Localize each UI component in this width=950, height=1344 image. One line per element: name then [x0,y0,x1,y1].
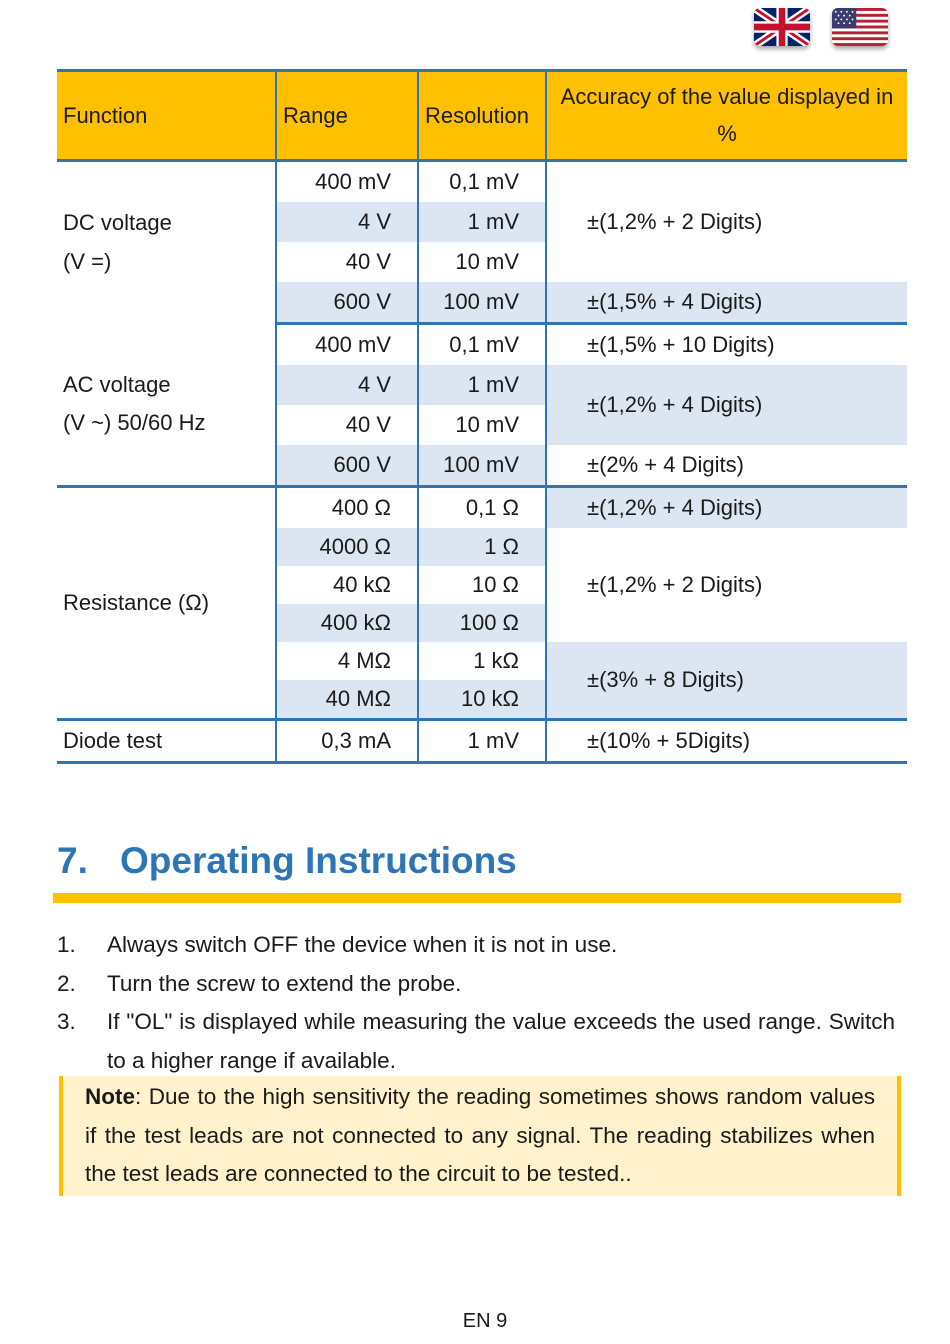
resolution-cell: 100 mV [418,445,546,487]
range-cell: 4 V [276,202,418,242]
resolution-cell: 10 kΩ [418,680,546,720]
table-row [57,160,907,202]
accuracy-cell: ±(2% + 4 Digits) [546,445,907,487]
list-number: 2. [57,970,76,996]
resolution-cell: 10 Ω [418,566,546,604]
table-row [57,323,907,365]
list-item [57,1003,895,1080]
range-cell: 400 mV [276,323,418,365]
resolution-cell: 1 mV [418,202,546,242]
table-header-row [57,71,907,161]
range-cell: 600 V [276,445,418,487]
range-cell: 400 kΩ [276,604,418,642]
header-function: Function [57,71,276,161]
list-text: Turn the screw to extend the probe. [107,970,462,996]
accuracy-cell: ±(1,2% + 2 Digits) [587,208,763,234]
uk-flag-icon[interactable] [754,8,810,46]
page-footer: EN 9 [462,1310,508,1332]
accuracy-cell: ±(10% + 5Digits) [546,719,907,762]
header-range: Range [276,71,418,161]
accuracy-cell: ±(1,2% + 4 Digits) [546,365,907,445]
resolution-cell: 1 mV [418,719,546,762]
resolution-cell: 0,1 mV [418,323,546,365]
list-number: 3. [57,1009,76,1034]
accuracy-cell: ±(3% + 8 Digits) [546,642,907,720]
resolution-cell: 1 kΩ [418,642,546,680]
resolution-cell: 0,1 Ω [418,486,546,528]
function-label: (V ~) 50/60 Hz [63,410,206,436]
resolution-cell: 0,1 mV [418,160,546,202]
range-cell: 40 V [276,405,418,445]
header-resolution: Resolution [418,71,546,161]
range-cell: 40 V [276,242,418,282]
range-cell: 40 MΩ [276,680,418,720]
list-text: Always switch OFF the device when it is not in use. [107,932,618,957]
function-cell-dc-voltage [57,160,276,323]
range-cell: 40 kΩ [276,566,418,604]
function-cell-ac-voltage [57,323,276,486]
function-cell-diode-test: Diode test [57,719,276,762]
list-item [57,926,895,965]
table-row [57,719,907,762]
resolution-cell: 1 mV [418,365,546,405]
section-number: 7. [57,840,88,881]
note-box [59,1076,901,1196]
list-number: 1. [57,932,76,957]
section-title: Operating Instructions [120,840,517,881]
accuracy-cell: ±(1,5% + 10 Digits) [587,331,775,357]
note-label: Note [85,1084,135,1109]
function-label: Resistance (Ω) [63,589,210,615]
accuracy-cell: ±(1,2% + 2 Digits) [587,571,763,597]
resolution-cell: 100 mV [418,282,546,324]
accuracy-cell: ±(1,5% + 4 Digits) [546,282,907,324]
function-label: AC voltage [63,371,171,397]
function-cell-resistance [57,486,276,719]
language-flags [754,8,888,46]
range-cell: 4 V [276,365,418,405]
range-cell: 400 Ω [276,486,418,528]
us-flag-icon[interactable] [832,8,888,46]
function-label: (V =) [63,248,112,274]
note-text: : Due to the high sensitivity the reading sometimes shows random values if the test leads are not connected to any signal. The reading stabilizes when the test leads are connected to the circuit to be tested.. [85,1084,875,1186]
list-text: If "OL" is displayed while measuring the value exceeds the used range. Switch to a higher range if available. [107,1009,895,1073]
range-cell: 600 V [276,282,418,324]
accuracy-cell: ±(1,2% + 4 Digits) [546,486,907,528]
heading-rule [53,893,901,903]
list-item [57,965,895,1004]
table-row [57,486,907,528]
instructions-list [57,926,895,1080]
function-label: DC voltage [63,210,172,236]
range-cell: 4000 Ω [276,528,418,566]
resolution-cell: 1 Ω [418,528,546,566]
resolution-cell: 10 mV [418,405,546,445]
specifications-table [57,69,907,764]
section-heading [57,840,517,882]
range-cell: 4 MΩ [276,642,418,680]
resolution-cell: 10 mV [418,242,546,282]
header-accuracy: Accuracy of the value displayed in % [546,71,907,161]
range-cell: 0,3 mA [276,719,418,762]
resolution-cell: 100 Ω [418,604,546,642]
range-cell: 400 mV [276,160,418,202]
